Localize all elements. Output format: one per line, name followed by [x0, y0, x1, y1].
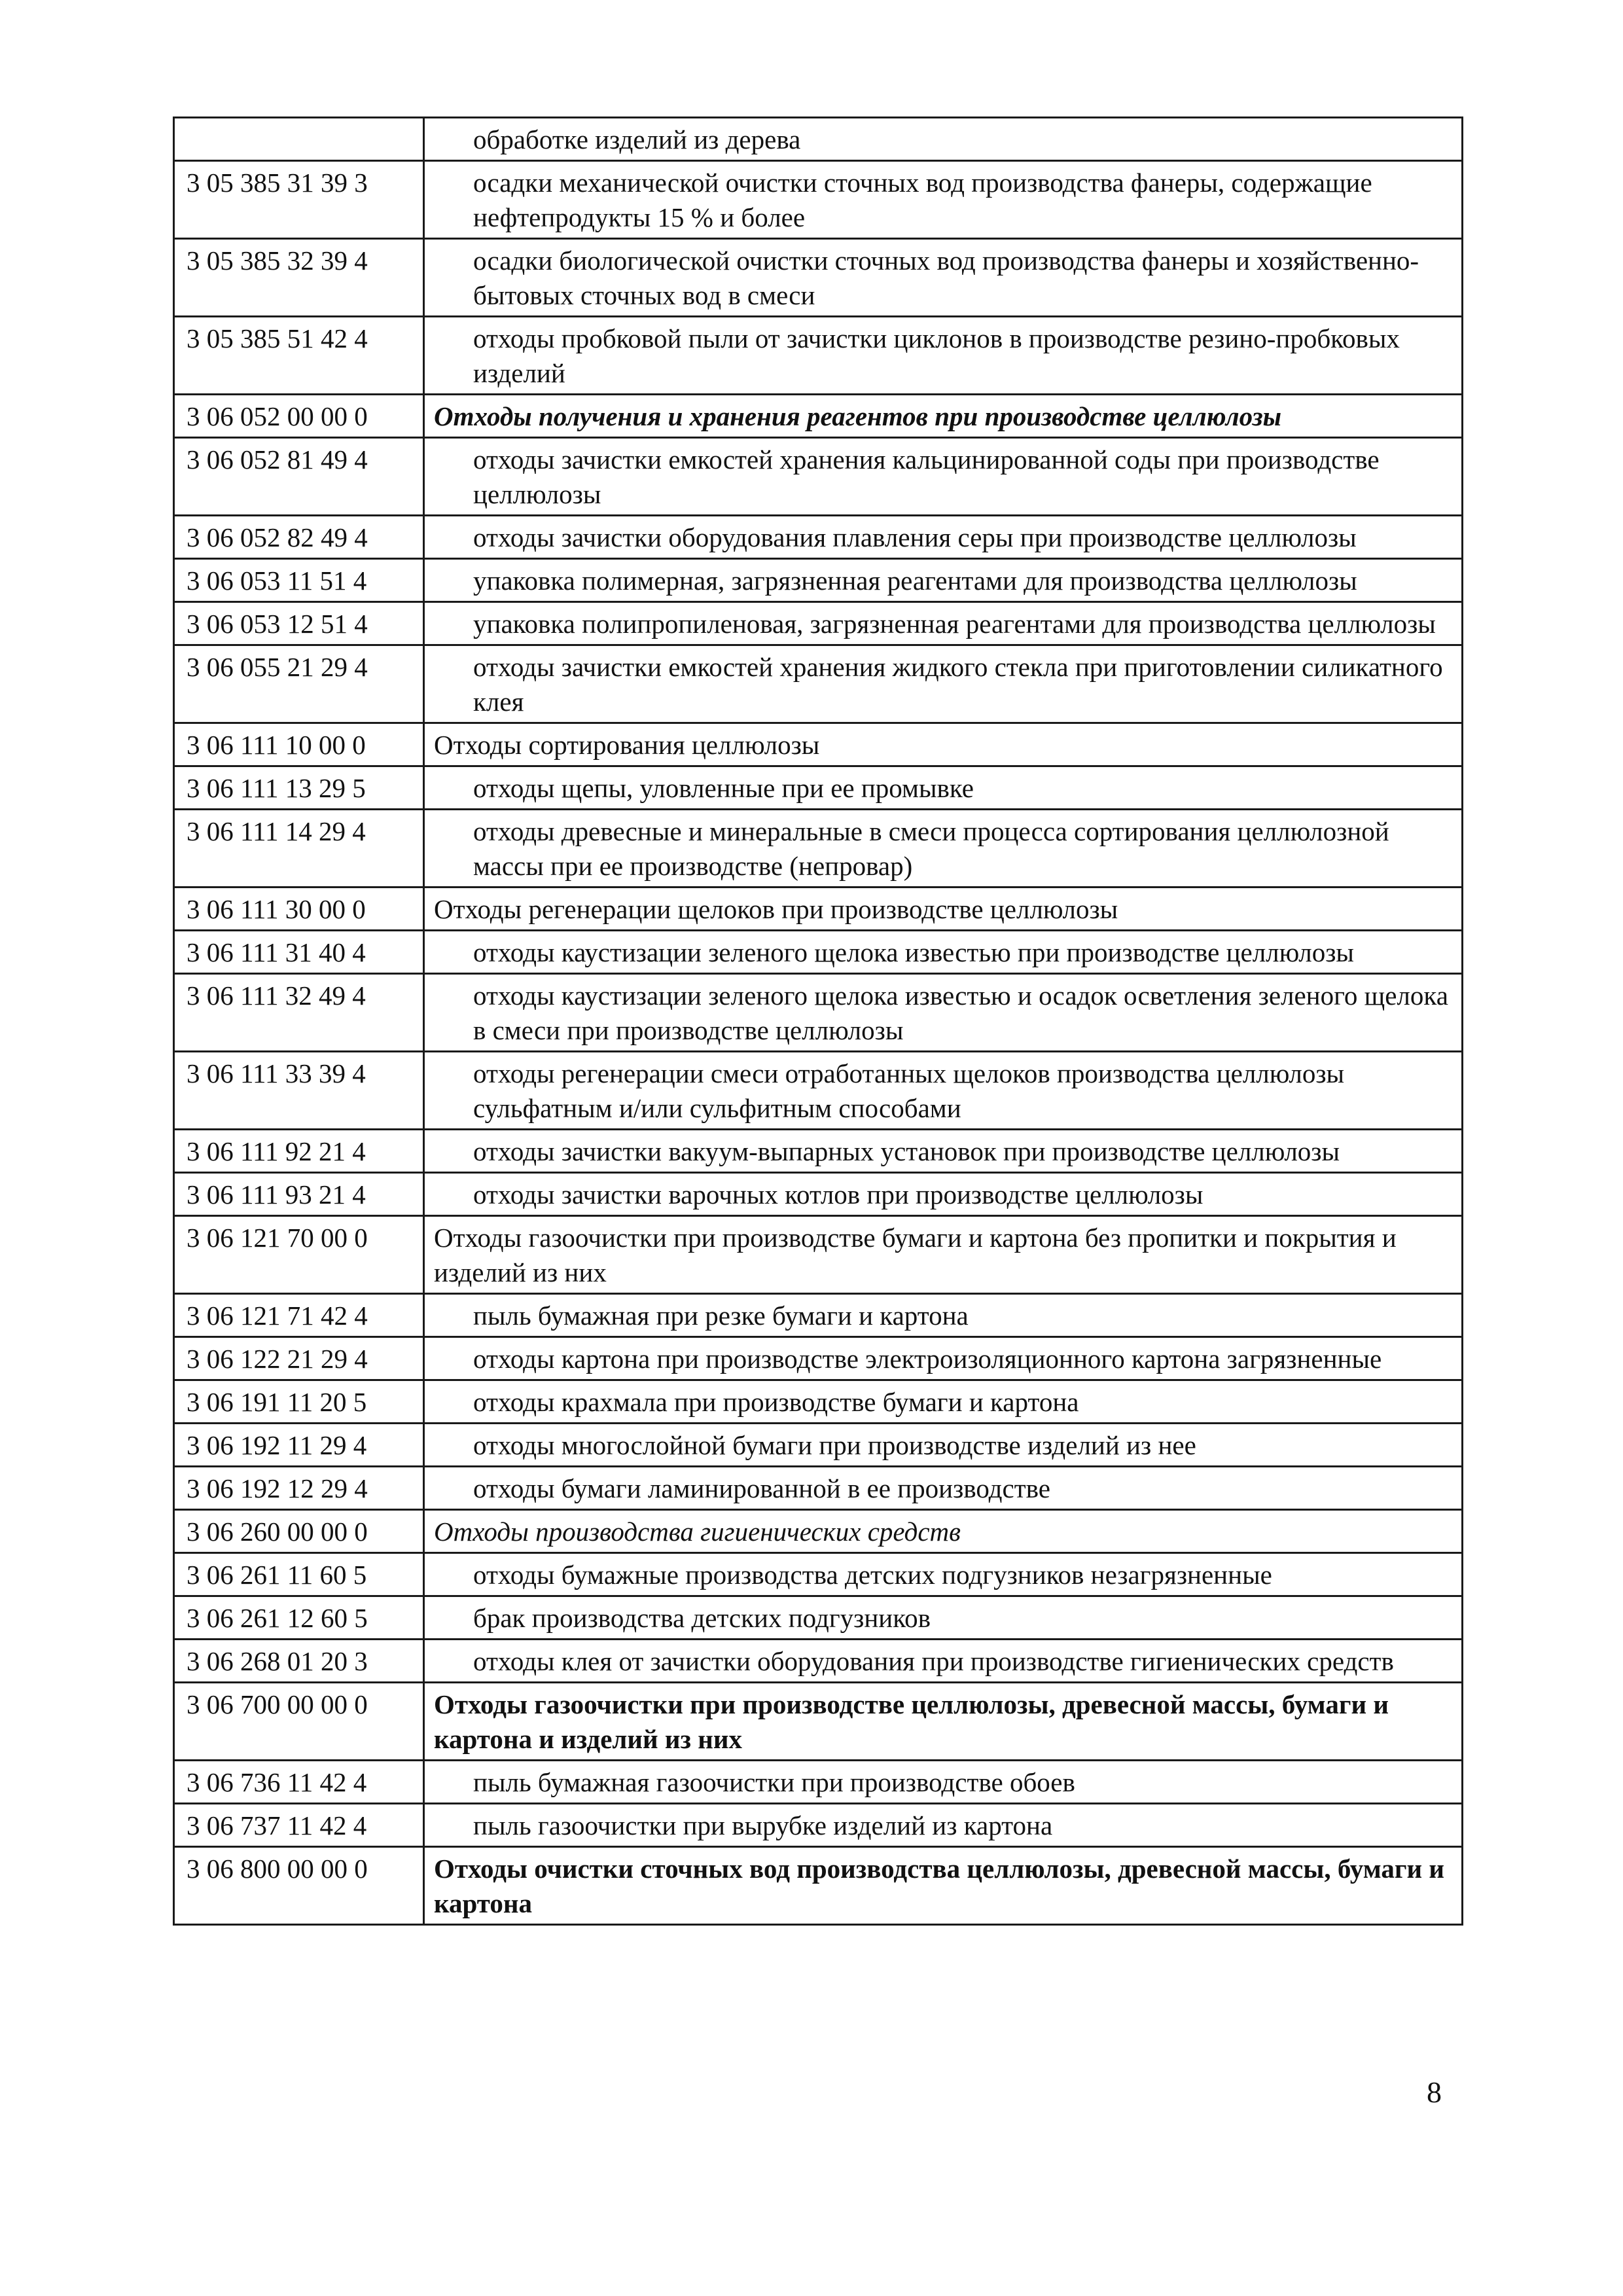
waste-code-cell — [174, 118, 424, 161]
waste-code-cell: 3 06 121 70 00 0 — [174, 1216, 424, 1294]
waste-code-cell: 3 06 192 11 29 4 — [174, 1424, 424, 1467]
waste-code-cell: 3 05 385 32 39 4 — [174, 239, 424, 317]
waste-code-cell: 3 06 111 33 39 4 — [174, 1052, 424, 1130]
waste-code-cell: 3 06 052 81 49 4 — [174, 438, 424, 516]
waste-description-cell: отходы зачистки емкостей хранения жидкого стекла при приготовлении силикатного клея — [424, 645, 1463, 723]
waste-description-cell: обработке изделий из дерева — [424, 118, 1463, 161]
waste-code-cell: 3 06 737 11 42 4 — [174, 1804, 424, 1847]
waste-description-cell: упаковка полимерная, загрязненная реагентами для производства целлюлозы — [424, 559, 1463, 602]
waste-description-cell: Отходы регенерации щелоков при производстве целлюлозы — [424, 888, 1463, 931]
waste-description-cell: Отходы очистки сточных вод производства целлюлозы, древесной массы, бумаги и картона — [424, 1847, 1463, 1925]
waste-code-cell: 3 06 053 11 51 4 — [174, 559, 424, 602]
waste-code-cell: 3 06 192 12 29 4 — [174, 1467, 424, 1510]
waste-code-cell: 3 06 111 30 00 0 — [174, 888, 424, 931]
table-row — [174, 1804, 1463, 1847]
table-row — [174, 602, 1463, 645]
table-row — [174, 888, 1463, 931]
waste-description-cell: отходы древесные и минеральные в смеси процесса сортирования целлюлозной массы при ее производстве (непровар) — [424, 810, 1463, 888]
table-row — [174, 1216, 1463, 1294]
table-row — [174, 931, 1463, 974]
waste-description-cell: отходы каустизации зеленого щелока известью при производстве целлюлозы — [424, 931, 1463, 974]
table-row — [174, 1337, 1463, 1380]
table-row — [174, 1380, 1463, 1424]
waste-description-cell: отходы зачистки варочных котлов при производстве целлюлозы — [424, 1173, 1463, 1216]
waste-code-cell: 3 06 111 93 21 4 — [174, 1173, 424, 1216]
waste-description-cell: отходы щепы, уловленные при ее промывке — [424, 766, 1463, 810]
table-row — [174, 1424, 1463, 1467]
waste-description-cell: пыль бумажная при резке бумаги и картона — [424, 1294, 1463, 1337]
waste-description-cell: отходы пробковой пыли от зачистки циклонов в производстве резино-пробковых изделий — [424, 317, 1463, 395]
table-row — [174, 1052, 1463, 1130]
table-row — [174, 723, 1463, 766]
table-row — [174, 810, 1463, 888]
waste-description-cell: отходы крахмала при производстве бумаги и картона — [424, 1380, 1463, 1424]
waste-code-cell: 3 06 261 12 60 5 — [174, 1596, 424, 1640]
waste-description-cell: отходы бумажные производства детских подгузников незагрязненные — [424, 1553, 1463, 1596]
table-row — [174, 395, 1463, 438]
waste-description-cell: Отходы производства гигиенических средств — [424, 1510, 1463, 1553]
waste-description-cell: брак производства детских подгузников — [424, 1596, 1463, 1640]
table-row — [174, 161, 1463, 239]
waste-description-cell: отходы клея от зачистки оборудования при производстве гигиенических средств — [424, 1640, 1463, 1683]
waste-code-cell: 3 06 111 92 21 4 — [174, 1130, 424, 1173]
table-row — [174, 1847, 1463, 1925]
waste-classifier-table — [173, 117, 1463, 1926]
table-row — [174, 1640, 1463, 1683]
waste-description-cell: Отходы газоочистки при производстве бумаги и картона без пропитки и покрытия и изделий из них — [424, 1216, 1463, 1294]
table-row — [174, 559, 1463, 602]
waste-code-cell: 3 06 111 32 49 4 — [174, 974, 424, 1052]
waste-description-cell: осадки механической очистки сточных вод производства фанеры, содержащие нефтепродукты 15 % и более — [424, 161, 1463, 239]
table-row — [174, 1596, 1463, 1640]
waste-code-cell: 3 06 111 13 29 5 — [174, 766, 424, 810]
waste-description-cell: отходы бумаги ламинированной в ее производстве — [424, 1467, 1463, 1510]
waste-description-cell: отходы зачистки оборудования плавления серы при производстве целлюлозы — [424, 516, 1463, 559]
waste-description-cell: пыль газоочистки при вырубке изделий из картона — [424, 1804, 1463, 1847]
waste-description-cell: отходы зачистки емкостей хранения кальцинированной соды при производстве целлюлозы — [424, 438, 1463, 516]
table-row — [174, 438, 1463, 516]
waste-description-cell: Отходы газоочистки при производстве целлюлозы, древесной массы, бумаги и картона и изделий из них — [424, 1683, 1463, 1761]
waste-description-cell: отходы регенерации смеси отработанных щелоков производства целлюлозы сульфатным и/или сульфитным способами — [424, 1052, 1463, 1130]
waste-code-cell: 3 06 053 12 51 4 — [174, 602, 424, 645]
waste-code-cell: 3 06 800 00 00 0 — [174, 1847, 424, 1925]
waste-code-cell: 3 06 111 10 00 0 — [174, 723, 424, 766]
table-row — [174, 766, 1463, 810]
table-row — [174, 1173, 1463, 1216]
table-row — [174, 1553, 1463, 1596]
waste-code-cell: 3 06 261 11 60 5 — [174, 1553, 424, 1596]
waste-description-cell: отходы зачистки вакуум-выпарных установок при производстве целлюлозы — [424, 1130, 1463, 1173]
table-row — [174, 1510, 1463, 1553]
waste-code-cell: 3 06 268 01 20 3 — [174, 1640, 424, 1683]
table-row — [174, 1130, 1463, 1173]
table-body — [174, 118, 1463, 1925]
waste-code-cell: 3 06 700 00 00 0 — [174, 1683, 424, 1761]
waste-code-cell: 3 05 385 51 42 4 — [174, 317, 424, 395]
waste-description-cell: пыль бумажная газоочистки при производстве обоев — [424, 1761, 1463, 1804]
waste-description-cell: Отходы сортирования целлюлозы — [424, 723, 1463, 766]
table-row — [174, 1294, 1463, 1337]
table-row — [174, 1467, 1463, 1510]
waste-description-cell: упаковка полипропиленовая, загрязненная реагентами для производства целлюлозы — [424, 602, 1463, 645]
waste-description-cell: отходы каустизации зеленого щелока известью и осадок осветления зеленого щелока в смеси при производстве целлюлозы — [424, 974, 1463, 1052]
waste-code-cell: 3 06 122 21 29 4 — [174, 1337, 424, 1380]
table-row — [174, 317, 1463, 395]
waste-description-cell: осадки биологической очистки сточных вод производства фанеры и хозяйственно-бытовых сточных вод в смеси — [424, 239, 1463, 317]
page-number: 8 — [1427, 2075, 1442, 2109]
waste-code-cell: 3 06 121 71 42 4 — [174, 1294, 424, 1337]
waste-code-cell: 3 06 052 82 49 4 — [174, 516, 424, 559]
waste-description-cell: Отходы получения и хранения реагентов при производстве целлюлозы — [424, 395, 1463, 438]
table-row — [174, 1683, 1463, 1761]
waste-description-cell: отходы картона при производстве электроизоляционного картона загрязненные — [424, 1337, 1463, 1380]
waste-code-cell: 3 06 260 00 00 0 — [174, 1510, 424, 1553]
table-row — [174, 974, 1463, 1052]
waste-code-cell: 3 06 736 11 42 4 — [174, 1761, 424, 1804]
table-row — [174, 645, 1463, 723]
waste-description-cell: отходы многослойной бумаги при производстве изделий из нее — [424, 1424, 1463, 1467]
waste-code-cell: 3 06 111 31 40 4 — [174, 931, 424, 974]
table-row — [174, 239, 1463, 317]
waste-code-cell: 3 06 111 14 29 4 — [174, 810, 424, 888]
table-row — [174, 1761, 1463, 1804]
waste-code-cell: 3 06 055 21 29 4 — [174, 645, 424, 723]
table-row — [174, 118, 1463, 161]
table-row — [174, 516, 1463, 559]
waste-code-cell: 3 05 385 31 39 3 — [174, 161, 424, 239]
waste-code-cell: 3 06 191 11 20 5 — [174, 1380, 424, 1424]
waste-code-cell: 3 06 052 00 00 0 — [174, 395, 424, 438]
